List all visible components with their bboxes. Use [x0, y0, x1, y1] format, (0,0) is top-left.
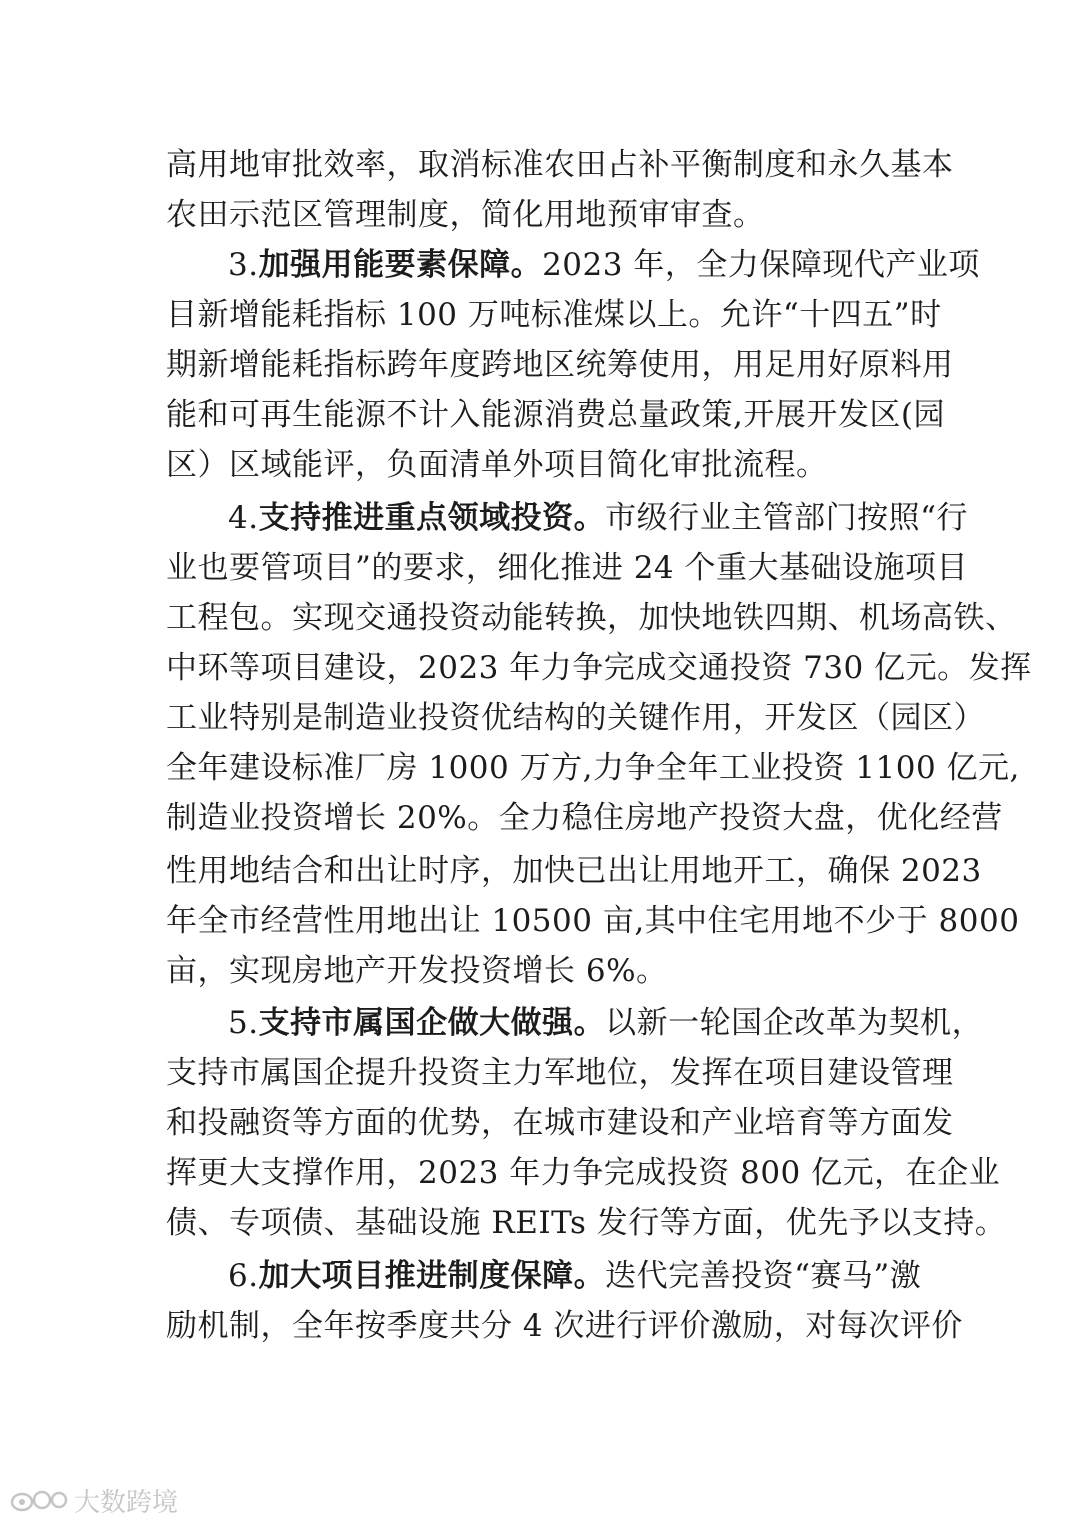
item-number: 5. — [228, 1005, 259, 1041]
text-line: 制造业投资增长 20%。全力稳住房地产投资大盘，优化经营 — [166, 800, 1003, 836]
item-5-text: 支持市属国企做大做强。以新一轮国企改革为契机， — [258, 1005, 984, 1041]
text-line: 工程包。实现交通投资动能转换，加快地铁四期、机场高铁、 — [166, 600, 1017, 636]
item-heading-phrase: 加大项目推进制度保障。 — [258, 1258, 606, 1294]
item-heading-phrase: 支持推进重点领域投资。 — [258, 500, 606, 536]
weibo-style-logo-icon — [10, 1485, 68, 1515]
text-line: 目新增能耗指标 100 万吨标准煤以上。允许“十四五”时 — [166, 297, 942, 333]
item-number: 4. — [228, 500, 259, 536]
item-3-text: 加强用能要素保障。2023 年，全力保障现代产业项 — [258, 247, 980, 283]
item-3-heading-line — [228, 242, 980, 288]
text-line: 和投融资等方面的优势，在城市建设和产业培育等方面发 — [166, 1105, 954, 1141]
text-line: 债、专项债、基础设施 REITs 发行等方面，优先予以支持。 — [166, 1205, 1007, 1241]
item-6-text: 加大项目推进制度保障。迭代完善投资“赛马”激 — [258, 1258, 922, 1294]
item-5-heading-line — [228, 1000, 984, 1046]
text-line: 性用地结合和出让时序，加快已出让用地开工，确保 2023 — [166, 853, 982, 889]
text-line: 亩，实现房地产开发投资增长 6%。 — [166, 953, 668, 989]
text-line: 励机制，全年按季度共分 4 次进行评价激励，对每次评价 — [166, 1308, 963, 1344]
text-line: 年全市经营性用地出让 10500 亩,其中住宅用地不少于 8000 — [166, 903, 1020, 939]
text-line: 全年建设标准厂房 1000 万方,力争全年工业投资 1100 亿元, — [166, 750, 1020, 786]
watermark — [10, 1480, 178, 1520]
item-number: 3. — [228, 247, 259, 283]
watermark-text: 大数跨境 — [74, 1487, 179, 1518]
item-heading-phrase: 加强用能要素保障。 — [258, 247, 543, 283]
item-4-text: 支持推进重点领域投资。市级行业主管部门按照“行 — [258, 500, 968, 536]
item-6-heading-line — [228, 1253, 922, 1299]
item-number: 6. — [228, 1258, 259, 1294]
text-line: 挥更大支撑作用，2023 年力争完成投资 800 亿元，在企业 — [166, 1155, 1001, 1191]
text-line: 支持市属国企提升投资主力军地位，发挥在项目建设管理 — [166, 1055, 954, 1091]
text-line: 工业特别是制造业投资优结构的关键作用，开发区（园区） — [166, 700, 985, 736]
text-line: 区）区域能评，负面清单外项目简化审批流程。 — [166, 447, 828, 483]
text-line: 业也要管项目”的要求，细化推进 24 个重大基础设施项目 — [166, 550, 968, 586]
text-line: 农田示范区管理制度，简化用地预审审查。 — [166, 197, 765, 233]
text-line: 期新增能耗指标跨年度跨地区统筹使用，用足用好原料用 — [166, 347, 954, 383]
text-line: 中环等项目建设，2023 年力争完成交通投资 730 亿元。发挥 — [166, 650, 1032, 686]
item-heading-phrase: 支持市属国企做大做强。 — [258, 1005, 606, 1041]
item-4-heading-line — [228, 495, 968, 541]
text-line: 能和可再生能源不计入能源消费总量政策,开展开发区(园 — [166, 397, 945, 433]
text-line: 高用地审批效率，取消标准农田占补平衡制度和永久基本 — [166, 147, 954, 183]
